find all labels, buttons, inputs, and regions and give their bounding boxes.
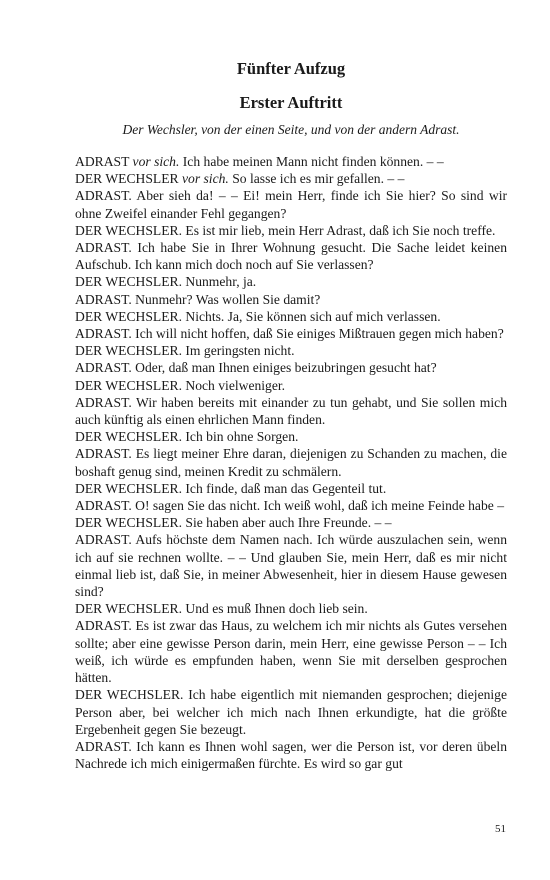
line-text: Nunmehr, ja. (182, 274, 257, 290)
dialogue-line (75, 308, 507, 325)
dialogue-line (75, 187, 507, 221)
speaker-name: DER WECHSLER. (75, 308, 182, 324)
line-text: Ich bin ohne Sorgen. (182, 429, 299, 445)
speaker-name: DER WECHSLER. (75, 480, 182, 496)
line-text: Ich kann es Ihnen wohl sagen, wer die Person ist, vor deren übeln Nachrede ich mich einigermaßen fürchte. Es wird so gar gut (75, 738, 507, 772)
dialogue-line (75, 273, 507, 290)
stage-note: vor sich. (132, 154, 180, 169)
dialogue-line (75, 377, 507, 394)
line-text: Aufs höchste dem Namen nach. Ich würde auszulachen sein, wenn ich auf sie rechnen wollte. – – Und glauben Sie, mein Herr, daß es mir nicht einmal lieb ist, daß Sie, in meiner Abwesenheit, hier in diesem Hause gewesen sind? (75, 532, 507, 600)
speaker-name: ADRAST. (75, 446, 132, 462)
line-text: Wir haben bereits mit einander zu tun gehabt, und Sie sollen mich auch künftig als einen ehrlichen Mann finden. (75, 394, 507, 428)
dialogue-line (75, 514, 507, 531)
speaker-name: DER WECHSLER. (75, 601, 182, 617)
line-text: O! sagen Sie das nicht. Ich weiß wohl, daß ich meine Feinde habe – (131, 498, 504, 514)
dialogue-line (75, 325, 507, 342)
dialogue-line (75, 291, 507, 308)
speaker-name: ADRAST. (75, 394, 132, 410)
speaker-name: DER WECHSLER. (75, 377, 182, 393)
stage-note: vor sich. (182, 171, 229, 187)
dialogue-line (75, 686, 507, 738)
speaker-name: DER WECHSLER. (75, 515, 182, 531)
speaker-name: ADRAST. (75, 498, 132, 514)
line-text: Es ist zwar das Haus, zu welchem ich mir nichts als Gutes versehen sollte; aber eine gewisse Person darin, mein Herr, eine gewisse Person – – Ich weiß, ich würde es empfunden haben, wenn Sie mit derselben gesprochen hätten. (75, 618, 507, 686)
dialogue-line (75, 480, 507, 497)
dialogue-line (75, 428, 507, 445)
line-text: Sie haben aber auch Ihre Freunde. – – (182, 515, 392, 531)
speaker-name: ADRAST. (75, 291, 132, 307)
dialogue-line (75, 445, 507, 479)
speaker-name: ADRAST. (75, 738, 132, 754)
page-body (75, 58, 507, 772)
speaker-name: ADRAST (75, 154, 130, 169)
speaker-name: DER WECHSLER. (75, 274, 182, 290)
scene-title: Erster Auftritt (239, 93, 343, 112)
dialogue-line (75, 600, 507, 617)
page-number: 51 (495, 823, 506, 835)
dialogue-line (75, 222, 507, 239)
speaker-name: ADRAST. (75, 618, 132, 634)
speaker-name: ADRAST. (75, 188, 132, 204)
line-text: Aber sieh da! – – Ei! mein Herr, finde ich Sie hier? So sind wir ohne Zweifel einander Fehl gegangen? (75, 188, 507, 221)
line-text: Ich will nicht hoffen, daß Sie einiges Mißtrauen gegen mich haben? (131, 326, 504, 342)
line-text: Noch vielweniger. (182, 377, 286, 393)
dialogue-line (75, 153, 507, 170)
dialogue-line (75, 239, 507, 273)
speaker-name: DER WECHSLER (75, 171, 179, 187)
speaker-name: ADRAST. (75, 360, 132, 376)
dialogue-line (75, 170, 507, 187)
dialogue-line (75, 617, 507, 686)
speaker-name: DER WECHSLER. (75, 429, 182, 445)
dialogue-line (75, 394, 507, 428)
line-text: Und es muß Ihnen doch lieb sein. (182, 601, 368, 617)
dialogue-line (75, 342, 507, 359)
dialogue-line (75, 359, 507, 376)
dialogue-line (75, 497, 507, 514)
line-text: Ich finde, daß man das Gegenteil tut. (182, 480, 387, 496)
act-title: Fünfter Aufzug (236, 59, 346, 78)
speaker-name: ADRAST. (75, 532, 132, 548)
dialogue-line (75, 738, 507, 772)
line-text: Ich habe eigentlich mit niemanden gesprochen; diejenige Person aber, bei welcher ich mich nach Ihnen erkundigte, hat die größte Ergebenheit gegen Sie bezeugt. (75, 687, 508, 737)
line-text: Es ist mir lieb, mein Herr Adrast, daß ich Sie noch treffe. (182, 222, 496, 238)
line-text: Ich habe Sie in Ihrer Wohnung gesucht. Die Sache leidet keinen Aufschub. Ich kann mich doch noch auf Sie verlassen? (75, 240, 507, 273)
line-text: Oder, daß man Ihnen einiges beizubringen gesucht hat? (131, 360, 437, 376)
dialogue-line (75, 531, 507, 600)
speaker-name: ADRAST. (75, 326, 132, 342)
speaker-name: DER WECHSLER. (75, 222, 182, 238)
speaker-name: DER WECHSLER. (75, 343, 182, 359)
line-text: Nunmehr? Was wollen Sie damit? (131, 291, 321, 307)
speaker-name: DER WECHSLER. (75, 687, 184, 703)
stage-direction: Der Wechsler, von der einen Seite, und von der andern Adrast. (122, 122, 460, 137)
speaker-name: ADRAST. (75, 240, 132, 256)
line-text: Ich habe meinen Mann nicht finden können. – – (179, 154, 444, 169)
line-text: Es liegt meiner Ehre daran, diejenigen zu Schanden zu machen, die boshaft genug sind, meinen Kredit zu schmälern. (75, 446, 507, 479)
line-text: So lasse ich es mir gefallen. – – (228, 171, 405, 187)
line-text: Nichts. Ja, Sie können sich auf mich verlassen. (182, 308, 441, 324)
line-text: Im geringsten nicht. (182, 343, 295, 359)
dialogue (75, 153, 507, 772)
